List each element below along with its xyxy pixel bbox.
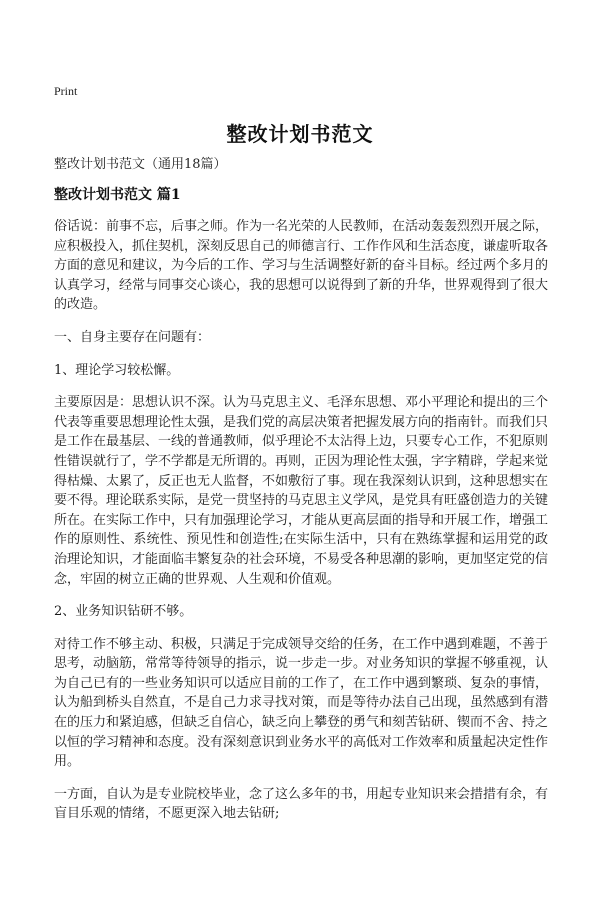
paragraph-intro: 俗话说：前事不忘，后事之师。作为一名光荣的人民教师，在活动轰轰烈烈开展之际，应积极投入，抓住契机，深刻反思自己的师德言行、工作作风和生活态度，谦虚听取各方面的意见和建议，为今后的工作、学习与生活调整好新的奋斗目标。经过两个多月的认真学习，经常与同事交心谈心，我的思想可以说得到了新的升华，世界观得到了很大的改造。 [54,219,549,313]
page-title: 整改计划书范文 [226,122,374,146]
paragraph-issue-1-body: 主要原因是：思想认识不深。认为马克思主义、毛泽东思想、邓小平理论和提出的三个代表等重要思想理论性太强，是我们党的高层决策者把握发展方向的指南针。而我们只是工作在最基层、一线的普通教师，似乎理论不太沾得上边，只要专心工作，不犯原则性错误就行了，学不学都是无所谓的。再则，正因为理论性太强，字字精辟，学起来觉得枯燥、太累了，反正也无人监督，不如敷衍了事。现在我深刻认识到，这种思想实在要不得。理论联系实际，是党一贯坚持的马克思主义学风，是党具有旺盛创造力的关键所在。在实际工作中，只有加强理论学习，才能从更高层面的指导和开展工作，增强工作的原则性、系统性、预见性和创造性;在实际生活中，只有在熟练掌握和运用党的政治理论知识，才能面临丰繁复杂的社会环境，不易受各种思潮的影响，更加坚定党的信念，牢固的树立正确的世界观、人生观和价值观。 [54,395,549,587]
print-label: Print [54,84,78,98]
section-heading: 整改计划书范文 篇1 [54,187,181,203]
paragraph-issue-1-heading: 1、理论学习较松懈。 [54,362,180,378]
paragraph-issue-2-body: 对待工作不够主动、积极，只满足于完成领导交给的任务，在工作中遇到难题，不善于思考，动脑筋，常常等待领导的指示，说一步走一步。对业务知识的掌握不够重视，认为自己已有的一些业务知识可以适应目前的工作了，在工作中遇到繁琐、复杂的事情，认为船到桥头自然直，不是自己力求寻找对策，而是等待办法自己出现，虽然感到有潜在的压力和紧迫感，但缺乏自信心，缺乏向上攀登的勇气和刻苦钻研、锲而不舍、持之以恒的学习精神和态度。没有深刻意识到业务水平的高低对工作效率和质量起决定性作用。 [54,636,549,770]
paragraph-issues-heading: 一、自身主要存在问题有： [54,329,211,345]
paragraph-issue-2-heading: 2、业务知识钻研不够。 [54,604,193,620]
document-body [54,217,548,837]
document-subtitle: 整改计划书范文（通用18篇） [54,157,227,172]
paragraph-aspect-1: 一方面，自认为是专业院校毕业，念了这么多年的书，用起专业知识来会措措有余，有盲目乐观的情绪，不愿更深入地去钻研; [54,786,549,822]
